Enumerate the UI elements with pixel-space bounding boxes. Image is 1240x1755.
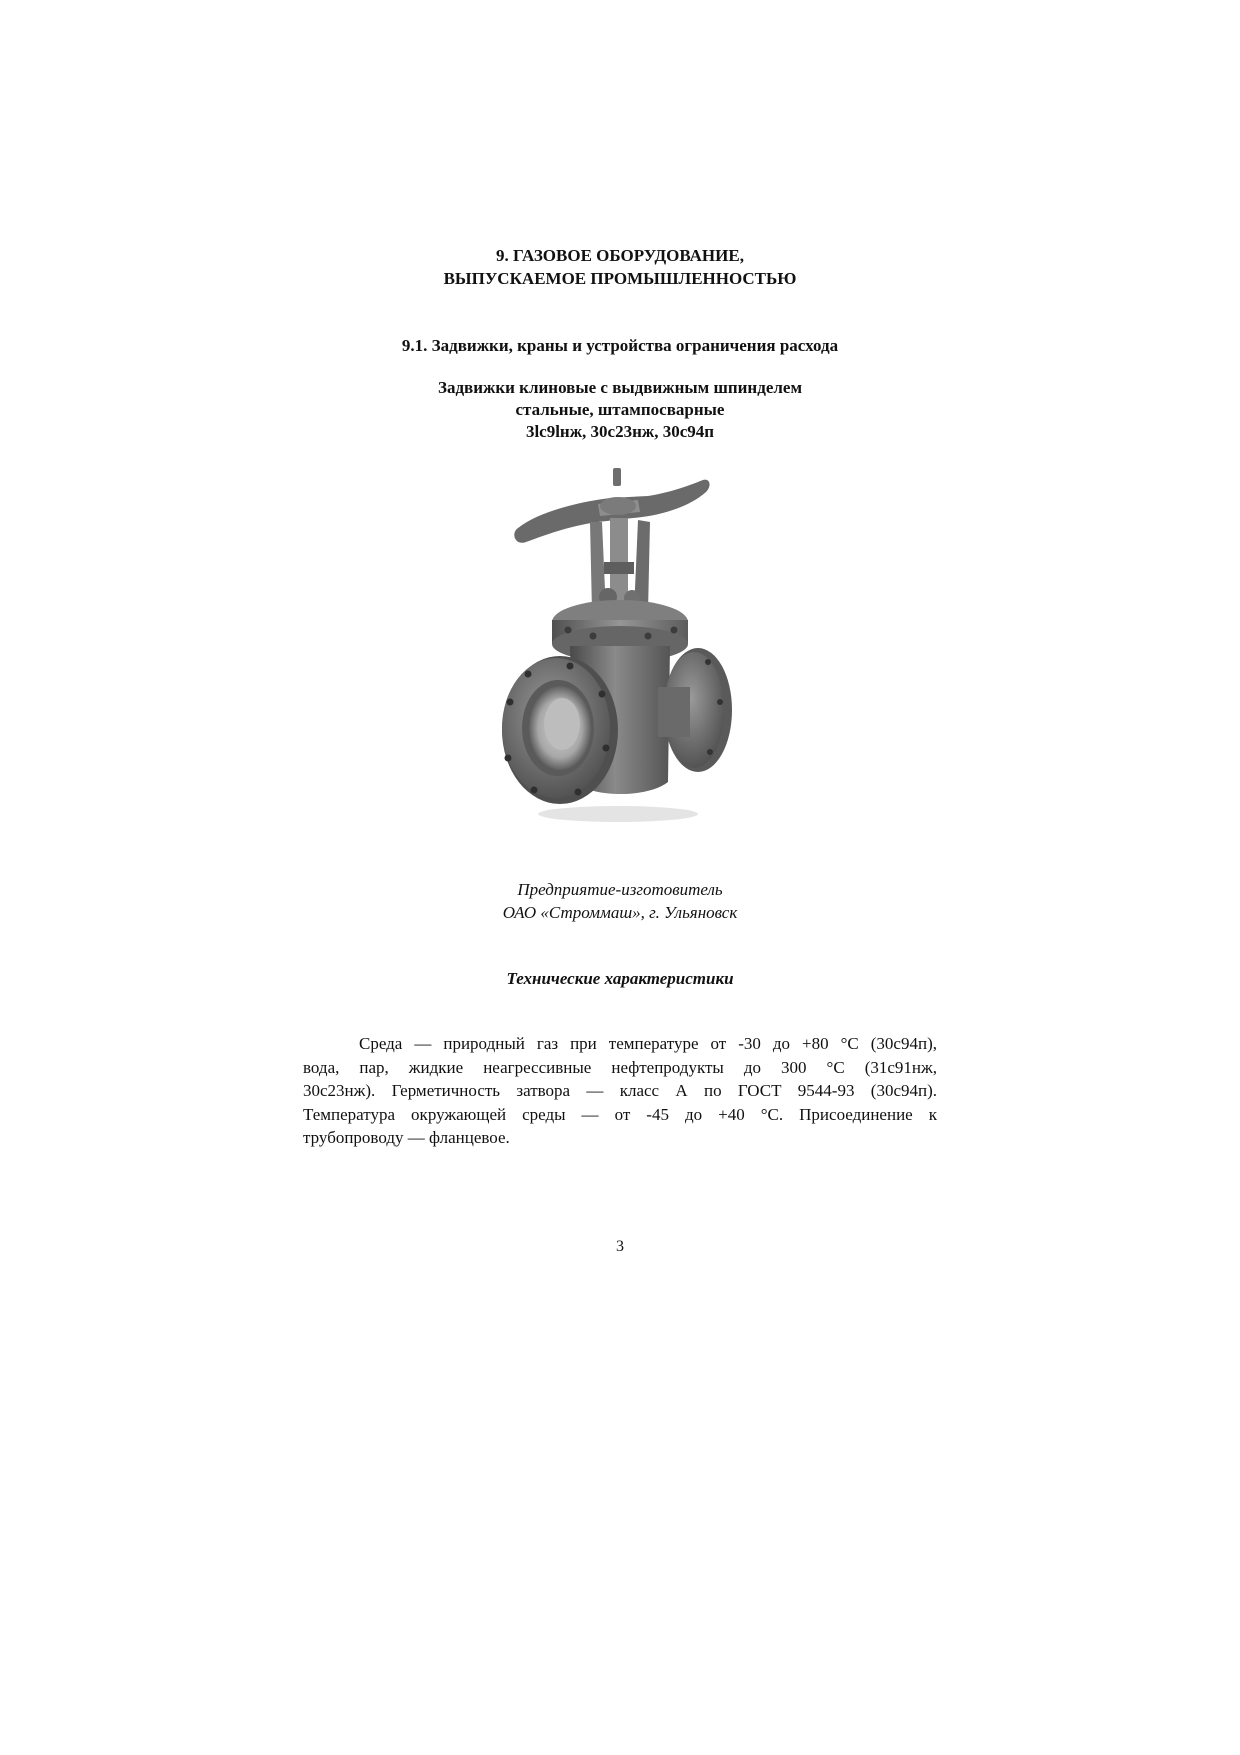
product-models: 3lс9lнж, 30с23нж, 30с94п	[525, 422, 715, 441]
product-title	[0, 377, 1240, 443]
specs-line: Среда — природный газ при температуре от -30 до +80 °С (30с94п),	[359, 1034, 937, 1053]
page-number: 3	[616, 1238, 624, 1255]
gate-valve-photo	[498, 462, 748, 857]
specs-heading: Технические характеристики	[506, 969, 734, 988]
product-title-line-2: стальные, штампосварные	[515, 400, 725, 419]
specs-line: 30с23нж). Герметичность затвора — класс А по ГОСТ 9544-93 (30с94п).	[303, 1081, 937, 1100]
product-title-line-1: Задвижки клиновые с выдвижным шпинделем	[437, 378, 803, 397]
manufacturer-caption	[0, 878, 1240, 924]
caption-line-2: ОАО «Строммаш», г. Ульяновск	[502, 903, 738, 922]
specs-line: вода, пар, жидкие неагрессивные нефтепродукты до 300 °С (31с91нж,	[303, 1057, 937, 1077]
specs-paragraph	[303, 1032, 937, 1150]
section-title: 9.1. Задвижки, краны и устройства ограничения расхода	[401, 336, 839, 355]
chapter-title	[0, 244, 1240, 290]
specs-line: трубопроводу — фланцевое.	[303, 1128, 510, 1147]
caption-line-1: Предприятие-изготовитель	[517, 880, 723, 899]
specs-line: Температура окружающей среды — от -45 до +40 °С. Присоединение к	[303, 1104, 937, 1124]
chapter-title-line-2: ВЫПУСКАЕМОЕ ПРОМЫШЛЕННОСТЬЮ	[443, 269, 797, 288]
chapter-title-line-1: 9. ГАЗОВОЕ ОБОРУДОВАНИЕ,	[496, 246, 744, 265]
